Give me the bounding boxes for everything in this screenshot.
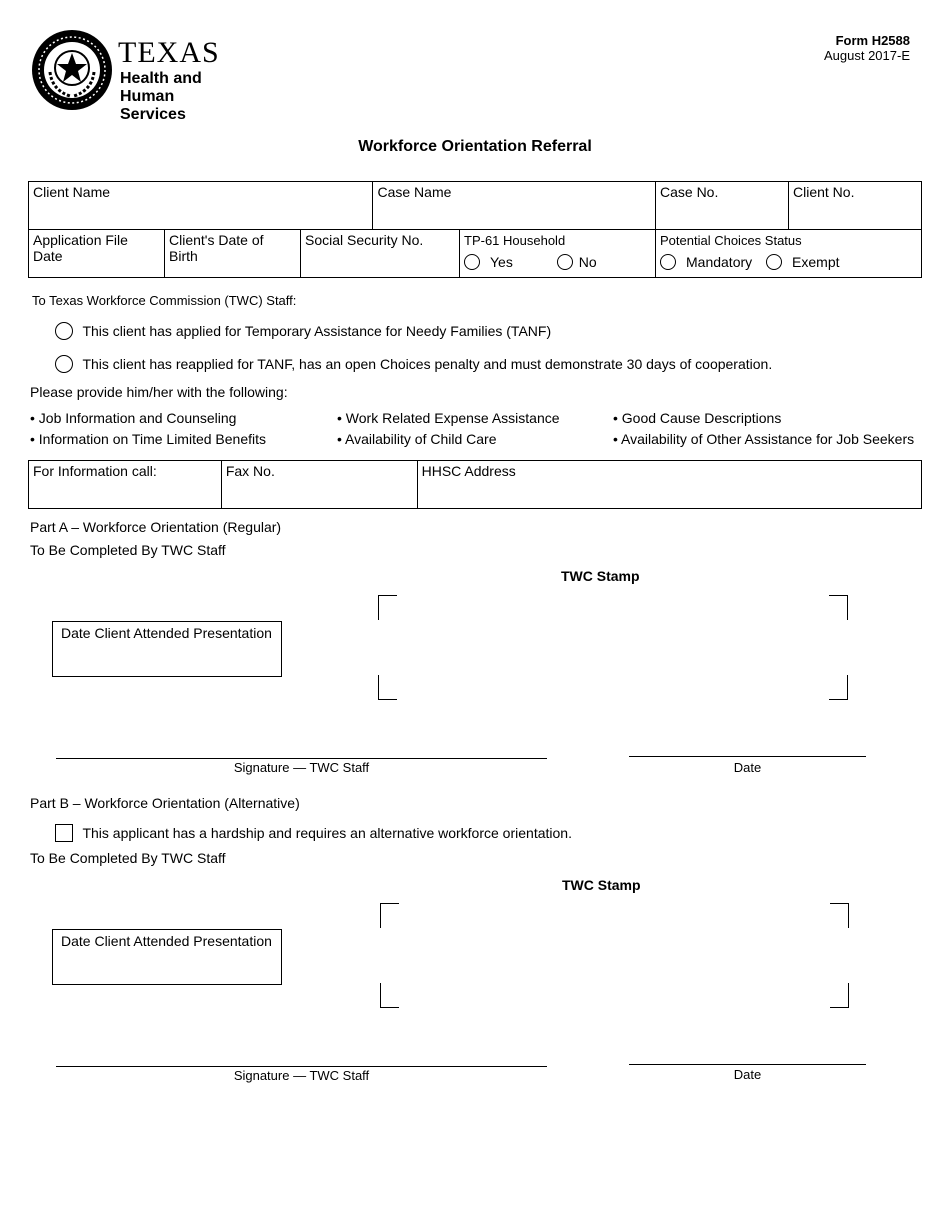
texas-seal-icon xyxy=(30,28,114,112)
form-number: Form H2588 xyxy=(835,33,910,48)
client-name-field[interactable] xyxy=(29,182,373,230)
case-name-label: Case Name xyxy=(377,184,452,200)
agency-subtitle xyxy=(120,70,250,124)
client-dob-field[interactable] xyxy=(165,230,301,278)
bullet-column-3 xyxy=(613,408,914,450)
agency-subtitle-line2: Services xyxy=(120,106,186,123)
hardship-checkbox[interactable] xyxy=(55,824,73,842)
choices-status-label: Potential Choices Status xyxy=(660,233,802,248)
tp61-yes-label: Yes xyxy=(490,254,513,271)
part-b-date-caption: Date xyxy=(733,1067,762,1082)
choices-exempt-label: Exempt xyxy=(792,254,840,271)
info-call-field[interactable] xyxy=(29,461,222,509)
stamp-corner xyxy=(378,675,397,700)
bullet-item: • Availability of Other Assistance for Job Seekers xyxy=(613,431,915,447)
app-file-date-field[interactable] xyxy=(29,230,165,278)
part-a-completed-by: To Be Completed By TWC Staff xyxy=(30,542,226,558)
form-identifier xyxy=(824,33,910,63)
stamp-corner xyxy=(380,983,399,1008)
part-b-date-line[interactable] xyxy=(629,1064,866,1065)
hardship-label: This applicant has a hardship and requires an alternative workforce orientation. xyxy=(82,825,572,841)
tanf-applied-radio[interactable] xyxy=(55,322,73,340)
part-a-stamp-area xyxy=(378,595,848,700)
choices-mandatory-radio[interactable] xyxy=(660,254,676,270)
client-dob-label: Client's Date of Birth xyxy=(169,232,264,264)
part-a-date-caption: Date xyxy=(733,760,762,775)
bullet-item: • Good Cause Descriptions xyxy=(613,410,782,426)
client-info-table xyxy=(28,181,922,278)
bullet-column-1 xyxy=(30,408,266,450)
part-a-date-attended-field[interactable] xyxy=(52,621,282,677)
stamp-corner xyxy=(380,903,399,928)
twc-staff-heading: To Texas Workforce Commission (TWC) Staff: xyxy=(32,293,297,308)
part-b-stamp-title: TWC Stamp xyxy=(562,877,641,893)
part-b-stamp-area xyxy=(380,903,849,1008)
fax-label: Fax No. xyxy=(225,463,275,479)
hhsc-address-label: HHSC Address xyxy=(421,463,516,479)
agency-logo xyxy=(30,28,250,123)
tp61-yes-radio[interactable] xyxy=(464,254,480,270)
client-name-label: Client Name xyxy=(33,184,111,200)
tp61-no-label: No xyxy=(578,254,597,271)
bullet-column-2 xyxy=(337,408,560,450)
info-call-label: For Information call: xyxy=(33,463,157,479)
form-date: August 2017-E xyxy=(823,48,910,63)
tanf-applied-option xyxy=(55,322,551,340)
client-no-label: Client No. xyxy=(793,184,855,200)
part-b-date-attended-field[interactable] xyxy=(52,929,282,985)
bullet-item: • Work Related Expense Assistance xyxy=(337,410,560,426)
contact-table xyxy=(28,460,922,509)
tanf-reapplied-option xyxy=(55,355,772,373)
case-no-label: Case No. xyxy=(660,184,719,200)
app-file-date-label: Application File Date xyxy=(33,232,128,264)
part-a-stamp-title: TWC Stamp xyxy=(561,568,640,584)
tp61-household-cell xyxy=(460,230,656,278)
part-b-completed-by: To Be Completed By TWC Staff xyxy=(30,850,226,866)
client-no-field[interactable] xyxy=(789,182,922,230)
hhsc-address-field[interactable] xyxy=(417,461,921,509)
fax-field[interactable] xyxy=(221,461,417,509)
hardship-option xyxy=(55,824,572,842)
tanf-reapplied-radio[interactable] xyxy=(55,355,73,373)
part-b-signature-caption: Signature — TWC Staff xyxy=(233,1068,370,1083)
part-b-signature-line[interactable] xyxy=(56,1066,547,1067)
part-a-heading: Part A – Workforce Orientation (Regular) xyxy=(30,519,282,535)
ssn-label: Social Security No. xyxy=(305,232,424,248)
page-title: Workforce Orientation Referral xyxy=(358,138,592,155)
agency-name: TEXAS xyxy=(118,36,220,69)
part-a-date-attended-label: Date Client Attended Presentation xyxy=(61,625,272,641)
stamp-corner xyxy=(830,903,849,928)
ssn-field[interactable] xyxy=(301,230,460,278)
tp61-household-label: TP-61 Household xyxy=(464,233,566,248)
choices-status-cell xyxy=(656,230,922,278)
part-a-signature-line[interactable] xyxy=(56,758,547,759)
tp61-no-radio[interactable] xyxy=(557,254,573,270)
part-a-signature-caption: Signature — TWC Staff xyxy=(233,760,370,775)
bullet-item: • Information on Time Limited Benefits xyxy=(30,431,267,447)
agency-subtitle-line1: Health and Human xyxy=(120,70,202,105)
bullet-item: • Job Information and Counseling xyxy=(30,410,237,426)
choices-exempt-radio[interactable] xyxy=(766,254,782,270)
provide-heading: Please provide him/her with the following: xyxy=(30,384,288,400)
case-name-field[interactable] xyxy=(373,182,656,230)
part-b-heading: Part B – Workforce Orientation (Alternative) xyxy=(30,795,300,811)
part-b-date-attended-label: Date Client Attended Presentation xyxy=(61,933,272,949)
bullet-item: • Availability of Child Care xyxy=(337,431,497,447)
stamp-corner xyxy=(378,595,397,620)
tanf-reapplied-label: This client has reapplied for TANF, has an open Choices penalty and must demonstrate 30 days of cooperation. xyxy=(82,356,773,372)
stamp-corner xyxy=(830,983,849,1008)
choices-mandatory-label: Mandatory xyxy=(686,254,753,271)
tanf-applied-label: This client has applied for Temporary Assistance for Needy Families (TANF) xyxy=(82,323,552,339)
case-no-field[interactable] xyxy=(656,182,789,230)
part-a-date-line[interactable] xyxy=(629,756,866,757)
stamp-corner xyxy=(829,675,848,700)
stamp-corner xyxy=(829,595,848,620)
